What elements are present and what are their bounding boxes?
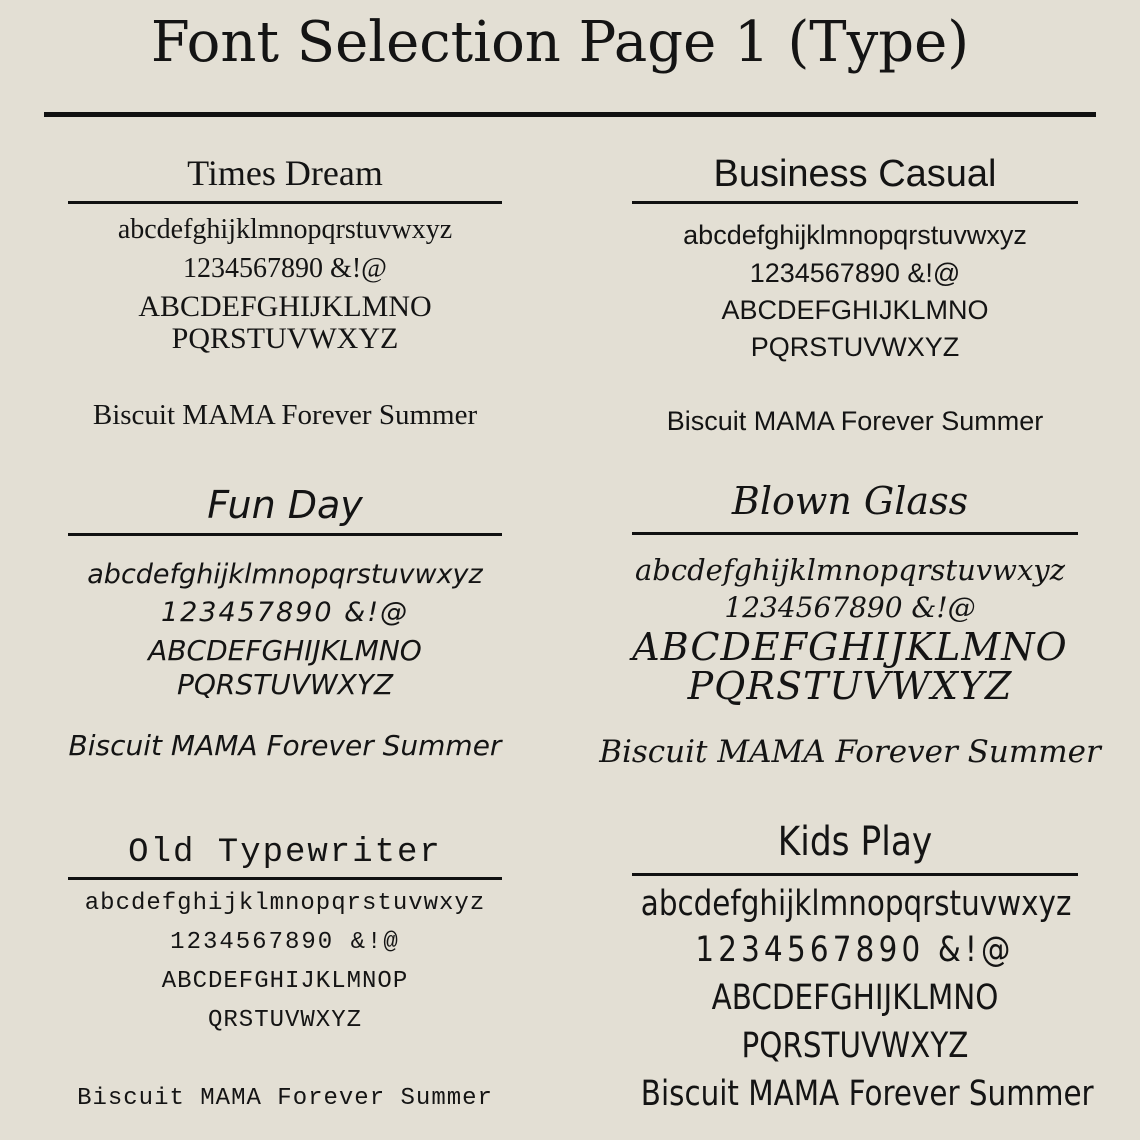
numbers-sample: 1234567890 &!@ [724, 591, 976, 624]
uppercase-sample-line-2: PQRSTUVWXYZ [750, 332, 960, 362]
font-card-business-casual [600, 140, 1110, 440]
font-card-old-typewriter [40, 820, 530, 1130]
numbers-sample: 1234567890 &!@ [183, 253, 387, 284]
font-name-divider [632, 532, 1078, 535]
font-name: Times Dream [187, 153, 383, 193]
lowercase-sample: abcdefghijklmnopqrstuvwxyz [640, 884, 1072, 924]
font-name-divider [68, 533, 502, 536]
uppercase-sample-line-1: ABCDEFGHIJKLMNO [138, 290, 432, 323]
font-card-times-dream [40, 140, 530, 440]
font-name: Blown Glass [731, 479, 969, 523]
phrase-sample: Biscuit MAMA Forever Summer [77, 1085, 493, 1112]
numbers-sample: 123457890 &!@ [160, 597, 410, 628]
lowercase-sample: abcdefghijklmnopqrstuvwxyz [117, 214, 453, 245]
font-card-kids-play [600, 810, 1110, 1130]
uppercase-sample-line-2: QRSTUVWXYZ [207, 1007, 363, 1034]
phrase-sample: Biscuit MAMA Forever Summer [68, 729, 502, 762]
uppercase-sample-line-1: ABCDEFGHIJKLMNOP [161, 968, 409, 995]
font-name: Old Typewriter [128, 834, 442, 872]
uppercase-sample-line-1: ABCDEFGHIJKLMNO [632, 625, 1068, 669]
phrase-sample: Biscuit MAMA Forever Summer [92, 399, 478, 431]
numbers-sample: 1234567890 &!@ [170, 929, 400, 956]
uppercase-sample-line-2: PQRSTUVWXYZ [171, 322, 399, 355]
phrase-sample: Biscuit MAMA Forever Summer [666, 406, 1044, 436]
lowercase-sample: abcdefghijklmnopqrstuvwxyz [84, 890, 486, 917]
phrase-sample: Biscuit MAMA Forever Summer [599, 734, 1101, 770]
uppercase-sample-line-2: PQRSTUVWXYZ [176, 668, 394, 701]
font-name: Kids Play [777, 819, 933, 865]
numbers-sample: 1234567890 &!@ [749, 258, 961, 288]
uppercase-sample-line-1: ABCDEFGHIJKLMNO [721, 295, 989, 325]
lowercase-sample: abcdefghijklmnopqrstuvwxyz [87, 559, 483, 590]
font-name: Fun Day [207, 483, 363, 527]
uppercase-sample-line-1: ABCDEFGHIJKLMNO [711, 978, 999, 1018]
lowercase-sample: abcdefghijklmnopqrstuvwxyz [635, 553, 1065, 587]
page-title: Font Selection Page 1 (Type) [150, 10, 970, 75]
uppercase-sample-line-2: PQRSTUVWXYZ [741, 1026, 969, 1066]
uppercase-sample-line-1: ABCDEFGHIJKLMNO [148, 634, 422, 667]
font-card-fun-day [40, 470, 530, 780]
font-name-divider [68, 201, 502, 204]
font-name-divider [68, 877, 502, 880]
font-name-divider [632, 201, 1078, 204]
phrase-sample: Biscuit MAMA Forever Summer [640, 1074, 1094, 1114]
font-name: Business Casual [713, 153, 997, 195]
title-divider [44, 112, 1096, 117]
numbers-sample: 1234567890 &!@ [695, 930, 1015, 970]
uppercase-sample-line-2: PQRSTUVWXYZ [687, 664, 1013, 708]
lowercase-sample: abcdefghijklmnopqrstuvwxyz [683, 220, 1027, 250]
font-name-divider [632, 873, 1078, 876]
font-card-blown-glass [580, 470, 1120, 780]
